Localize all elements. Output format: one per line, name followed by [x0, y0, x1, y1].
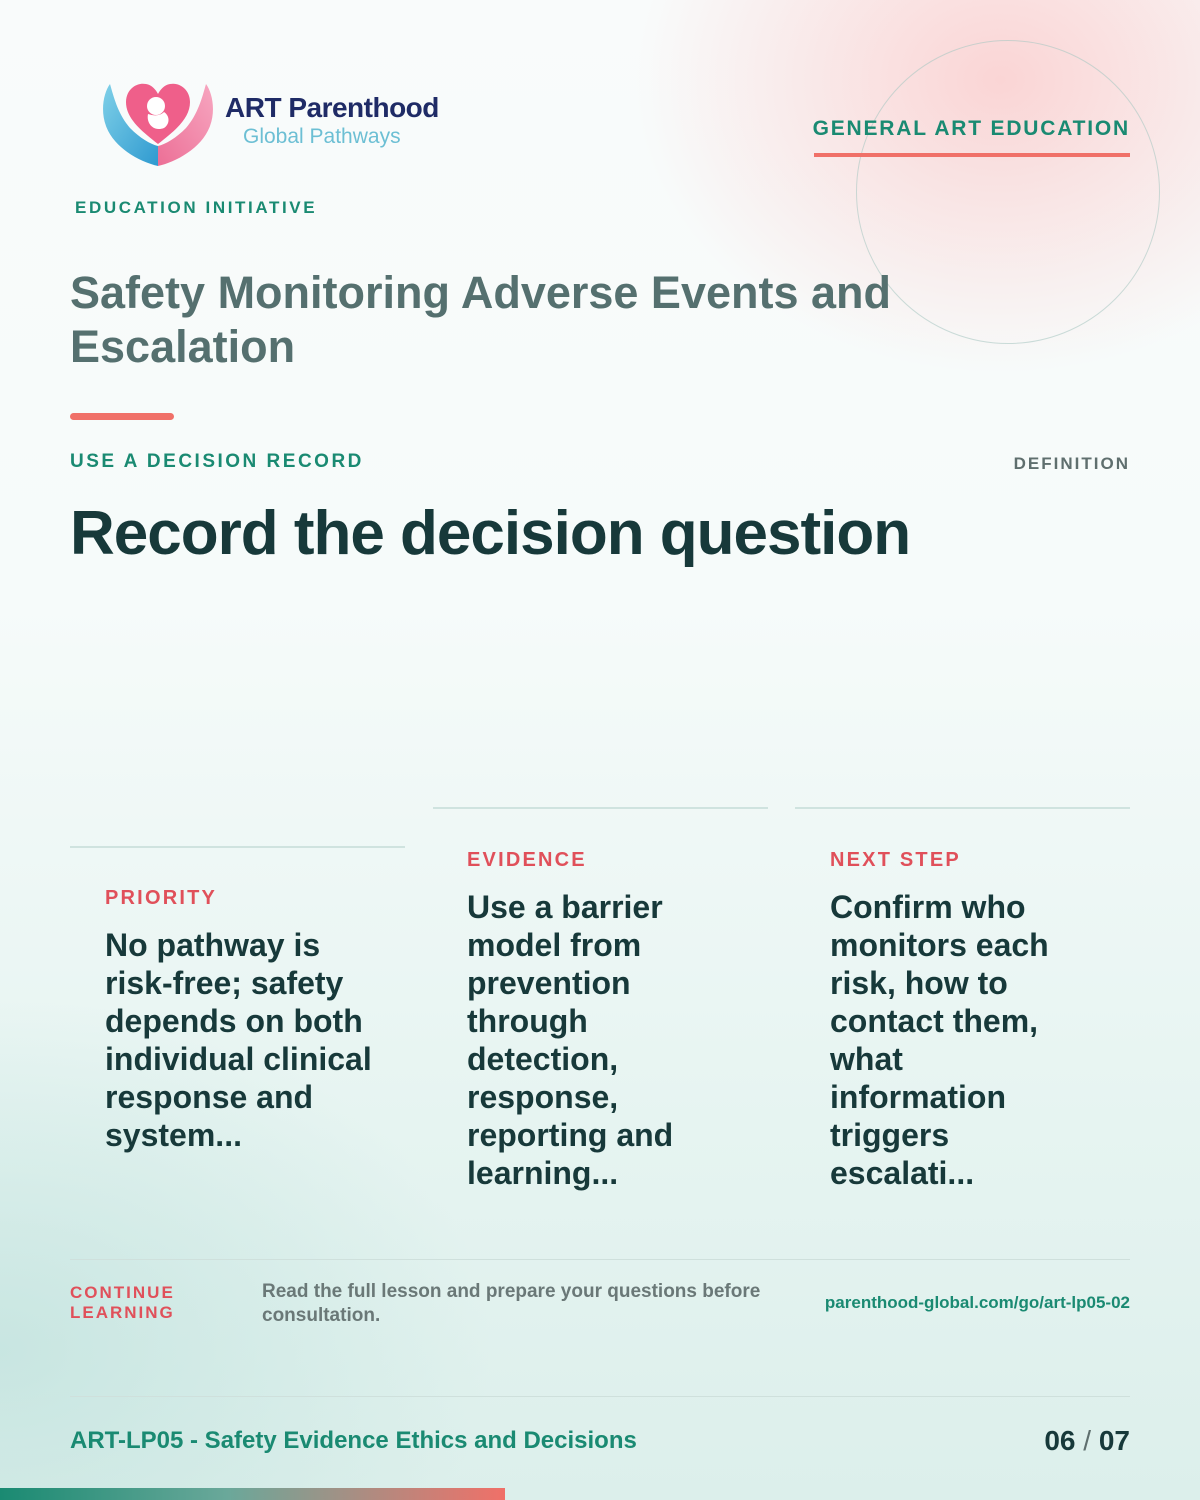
page-counter	[1044, 1425, 1130, 1457]
page-total: 07	[1098, 1425, 1130, 1456]
lesson-code: ART-LP05 - Safety Evidence Ethics and Decisions	[70, 1427, 637, 1454]
page-title: Record the decision question	[70, 499, 911, 568]
page-separator: /	[1083, 1425, 1092, 1456]
brand-name: ART Parenthood	[225, 92, 439, 123]
cta-text: Read the full lesson and prepare your questions before consultation.	[262, 1281, 761, 1326]
card-label: EVIDENCE	[467, 849, 587, 871]
series-title: Safety Monitoring Adverse Events and Escalation	[70, 267, 892, 372]
initiative-label: EDUCATION INITIATIVE	[75, 198, 318, 217]
card-next-step	[795, 807, 1130, 1207]
card-text: No pathway is risk-free; safety depends on both individual clinical response and system...	[105, 927, 372, 1153]
brand-subtitle: Global Pathways	[243, 125, 401, 148]
card-divider	[70, 846, 405, 848]
category-underline	[814, 153, 1130, 157]
hands-heart-baby-icon	[100, 74, 216, 174]
card-label: NEXT STEP	[830, 849, 961, 871]
accent-bar	[70, 413, 174, 420]
footer-divider	[70, 1259, 1130, 1260]
section-type: DEFINITION	[1013, 454, 1130, 473]
progress-bar	[0, 1488, 505, 1500]
card-priority	[70, 846, 405, 1206]
lesson-link[interactable]: parenthood-global.com/go/art-lp05-02	[824, 1293, 1130, 1312]
card-text: Use a barrier model from prevention through detection, response, reporting and learning...	[467, 889, 674, 1191]
card-text: Confirm who monitors each risk, how to contact them, what information triggers escalati...	[830, 889, 1049, 1191]
page-current: 06	[1044, 1425, 1076, 1456]
footer-divider	[70, 1396, 1130, 1397]
card-divider	[433, 807, 768, 809]
card-evidence	[433, 807, 768, 1207]
section-kicker: USE A DECISION RECORD	[70, 451, 364, 472]
card-label: PRIORITY	[105, 887, 218, 909]
category-label: GENERAL ART EDUCATION	[812, 117, 1130, 140]
card-divider	[795, 807, 1130, 809]
cta-label: CONTINUE LEARNING	[70, 1283, 175, 1322]
